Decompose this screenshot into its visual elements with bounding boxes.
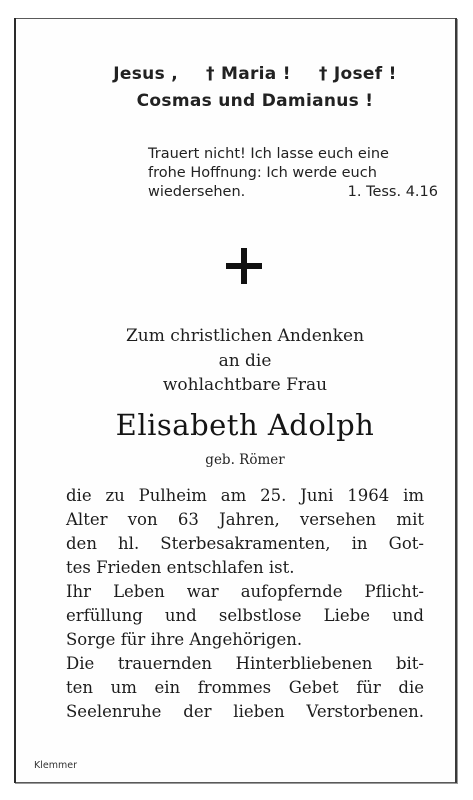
verse-line-3-text: wiedersehen. [148,184,246,200]
verse-line-2: frohe Hoffnung: Ich werde euch [148,165,377,181]
verse-line-3 [148,183,448,202]
cross-icon [226,248,262,284]
invocation-jesus: Jesus , [113,64,178,84]
memorial-heading: Zum christlichen Andenken [125,326,365,346]
verse-line-1: Trauert nicht! Ich lasse euch eine [148,146,389,162]
deceased-name: Elisabeth Adolph [115,408,375,442]
printer-mark: Klemmer [34,760,77,771]
memorial-an-die: an die [218,351,272,371]
invocation-line [60,64,450,84]
card-right-edge [455,18,457,783]
verse-reference: 1. Tess. 4.16 [347,184,438,200]
body-line: Seelenruhe der lieben Verstorbenen. [66,702,424,721]
body-line: Ihr Leben war aufopfernde Pflicht- [66,582,424,601]
body-line: den hl. Sterbesakramenten, in Got- [66,534,424,553]
invocation-saints: Cosmas und Damianus ! [136,91,374,111]
memorial-honorific: wohlachtbare Frau [162,375,328,395]
body-line: Alter von 63 Jahren, versehen mit [66,510,424,529]
deceased-maiden-name: geb. Römer [205,452,285,468]
body-line: Sorge für ihre Angehörigen. [66,630,303,649]
invocation-maria: † Maria ! [205,64,291,84]
body-line: erfüllung und selbstlose Liebe und [66,606,424,625]
body-line: ten um ein frommes Gebet für die [66,678,424,697]
body-line: die zu Pulheim am 25. Juni 1964 im [66,486,424,505]
invocation-josef: † Josef ! [318,64,397,84]
body-line: Die trauernden Hinterbliebenen bit- [66,654,424,673]
body-line: tes Frieden entschlafen ist. [66,558,295,577]
card-left-edge [14,18,16,783]
